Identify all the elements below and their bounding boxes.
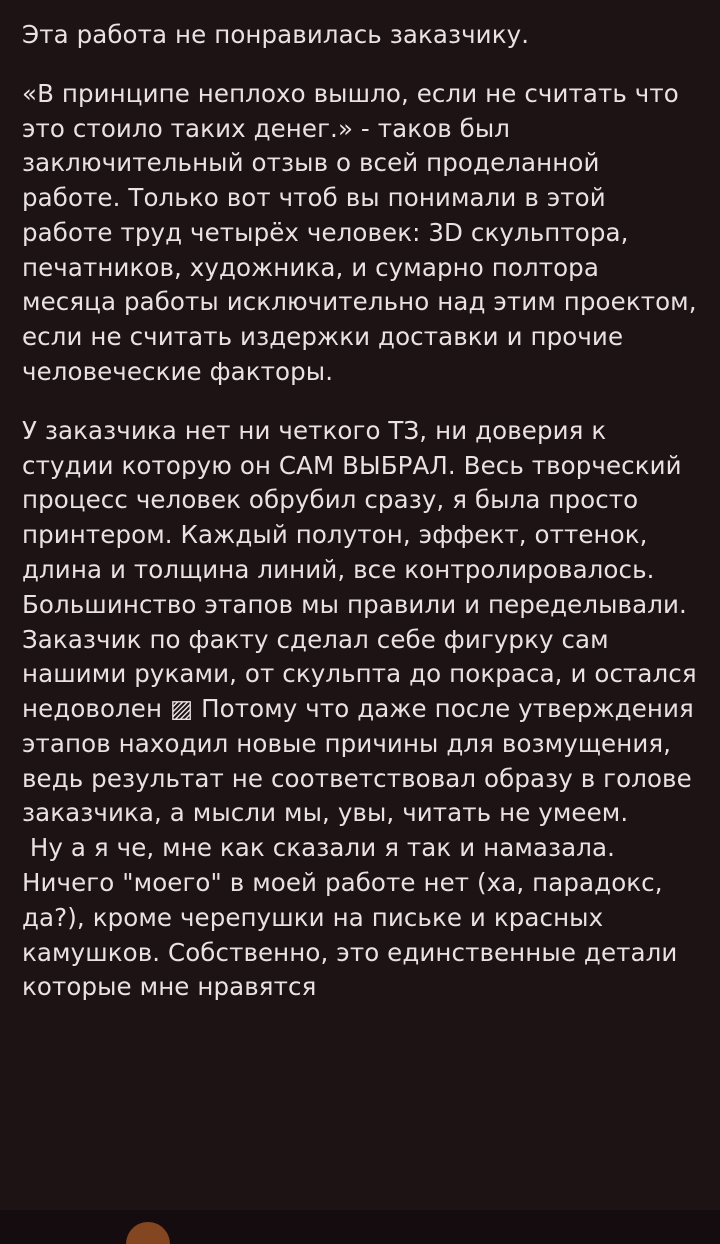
image-top-edge bbox=[126, 1222, 170, 1244]
paragraph-closing: Ну а я че, мне как сказали я так и намазала. Ничего "моего" в моей работе нет (ха, парадокс, да?), кроме черепушки на письке и красных камушков. Собственно, это единственные детали которые мне нравятся bbox=[22, 833, 686, 1002]
bottom-edge bbox=[0, 1210, 720, 1244]
paragraph-client: У заказчика нет ни четкого ТЗ, ни доверия к студии которую он САМ ВЫБРАЛ. Весь творческий процесс человек обрубил сразу, я была просто принтером. Каждый полутон, эффект, оттенок, длина и толщина линий, все контролировалось. Большинство этапов мы правили и переделывали. Заказчик по факту сделал себе фигурку сам нашими руками, от скульпта до покраса, и остался недоволен ▨ Потому что даже после утверждения этапов находил новые причины для возмущения, ведь результат не соответствовал образу в голове заказчика, а мысли мы, увы, читать не умеем. bbox=[22, 415, 705, 828]
paragraph-quote: «В принципе неплохо вышло, если не считать что это стоило таких денег.» - таков был заключительный отзыв о всей проделанной работе. Только вот чтоб вы понимали в этой работе труд четырёх человек: 3D скульптора, печатников, художника, и сумарно полтора месяца работы исключительно над этим проектом, если не считать издержки доставки и прочие человеческие факторы. bbox=[22, 78, 705, 387]
post-body bbox=[22, 18, 705, 1005]
paragraph-intro: Эта работа не понравилась заказчику. bbox=[22, 20, 530, 49]
